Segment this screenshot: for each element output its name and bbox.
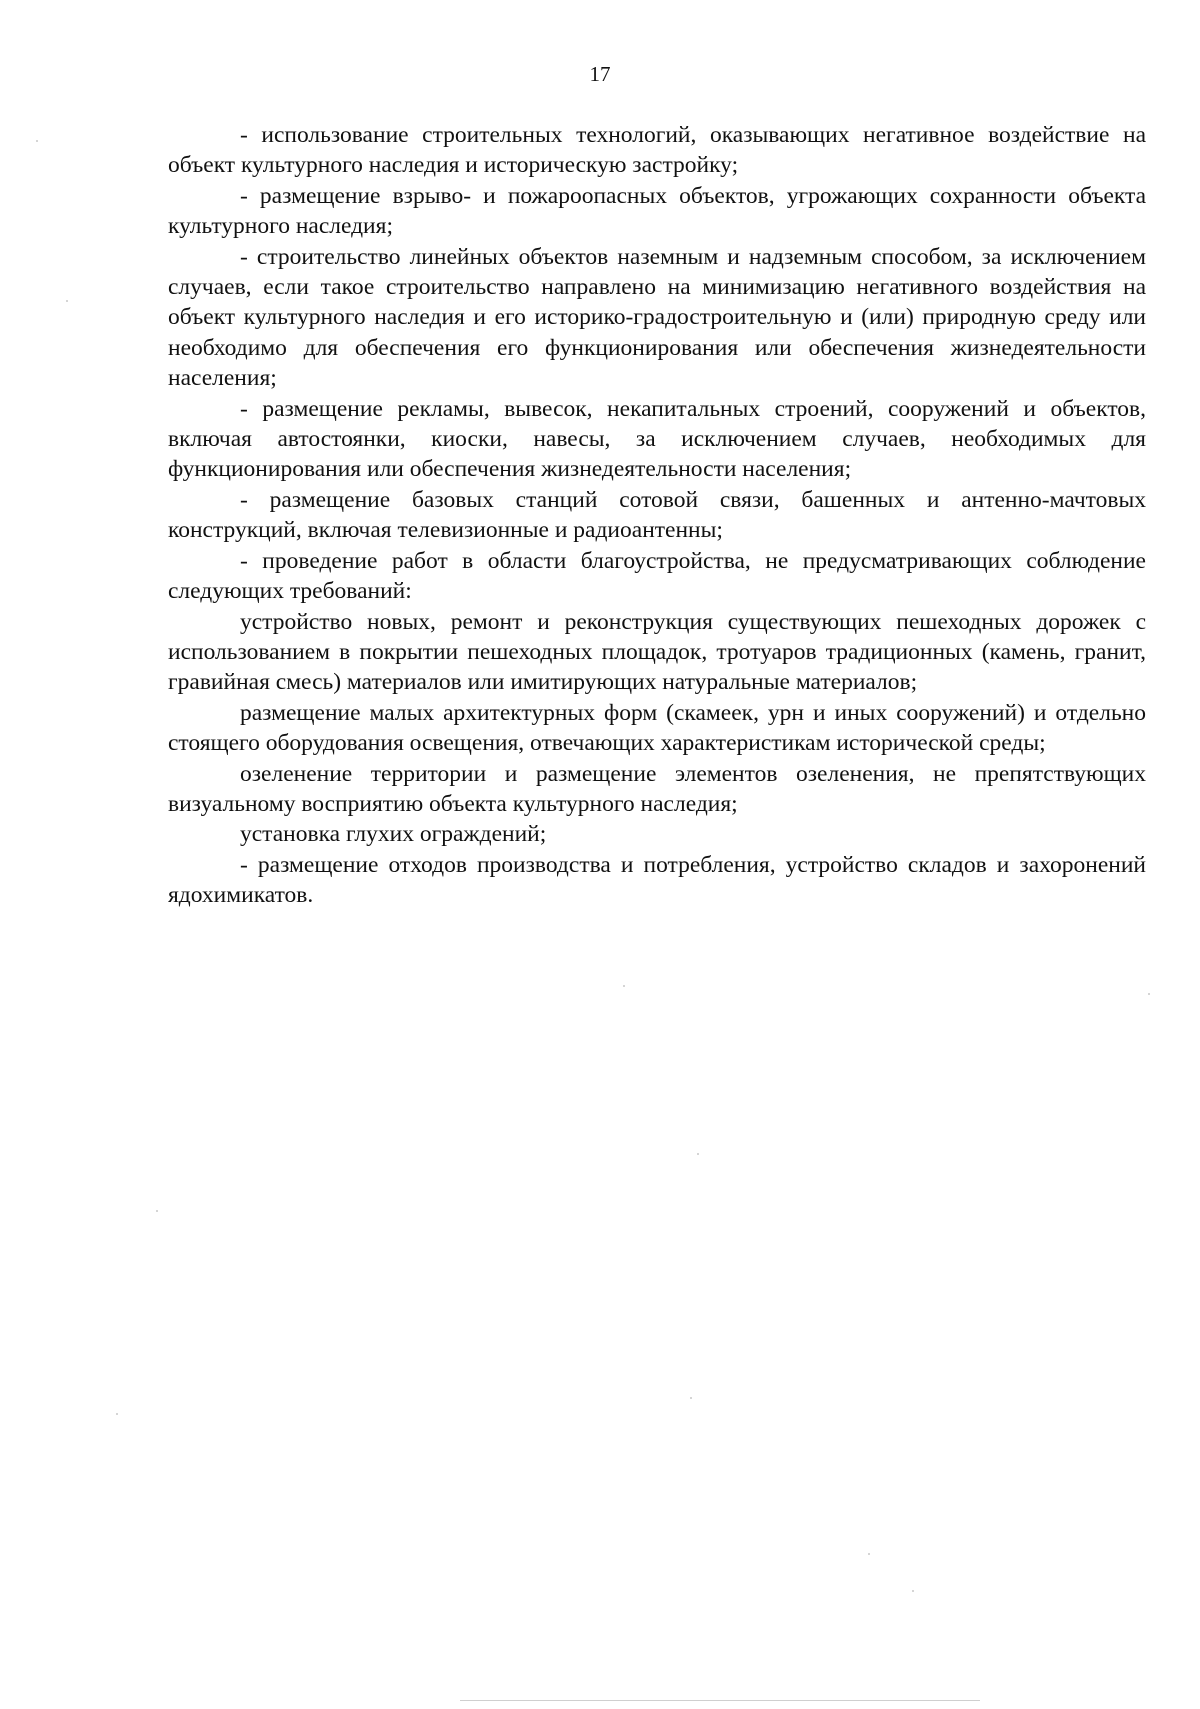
scan-speck <box>690 1397 692 1399</box>
paragraph-hazardous-objects: - размещение взрыво- и пожароопасных объектов, угрожающих сохранности объекта культурного наследия; <box>168 182 1146 240</box>
scan-speck <box>912 1590 914 1592</box>
paragraph-cellular-stations: - размещение базовых станций сотовой связи, башенных и антенно-мачтовых конструкций, включая телевизионные и радиоантенны; <box>168 486 1146 544</box>
scan-speck <box>116 1413 118 1415</box>
paragraph-pedestrian-paths: устройство новых, ремонт и реконструкция существующих пешеходных дорожек с использованием в покрытии пешеходных площадок, тротуаров традиционных (камень, гранит, гравийная смесь) материалов или имитирующих натуральные материалов; <box>168 608 1146 696</box>
scan-edge-line <box>460 1700 980 1701</box>
paragraph-advertising: - размещение рекламы, вывесок, некапитальных строений, сооружений и объектов, включая автостоянки, киоски, навесы, за исключением случаев, необходимых для функционирования или обеспечения жизнедеятельности населения; <box>168 395 1146 483</box>
scan-speck <box>1148 993 1150 995</box>
scan-speck <box>868 1553 870 1555</box>
paragraph-fences: установка глухих ограждений; <box>240 821 547 848</box>
scan-speck <box>697 1153 699 1155</box>
scan-speck <box>66 300 68 302</box>
page-number: 17 <box>589 62 611 86</box>
paragraph-linear-objects: - строительство линейных объектов наземным и надземным способом, за исключением случаев, если такое строительство направлено на минимизацию негативного воздействия на объект культурного наследия и его историко-градостроительную и (или) природную среду или необходимо для обеспечения его функционирования или обеспечения жизнедеятельности населения; <box>168 243 1146 392</box>
scan-speck <box>156 1210 158 1212</box>
paragraph-small-architectural-forms: размещение малых архитектурных форм (скамеек, урн и иных сооружений) и отдельно стоящего оборудования освещения, отвечающих характеристикам исторической среды; <box>168 699 1146 757</box>
paragraph-waste: - размещение отходов производства и потребления, устройство складов и захоронений ядохимикатов. <box>168 851 1146 909</box>
paragraph-construction-technologies: - использование строительных технологий, оказывающих негативное воздействие на объект культурного наследия и историческую застройку; <box>168 122 1146 179</box>
scan-speck <box>623 985 625 987</box>
document-body <box>168 120 1146 911</box>
paragraph-landscaping-works: - проведение работ в области благоустройства, не предусматривающих соблюдение следующих требований: <box>168 547 1146 605</box>
paragraph-greening: озеленение территории и размещение элементов озеленения, не препятствующих визуальному восприятию объекта культурного наследия; <box>168 760 1146 817</box>
scan-speck <box>36 140 38 142</box>
